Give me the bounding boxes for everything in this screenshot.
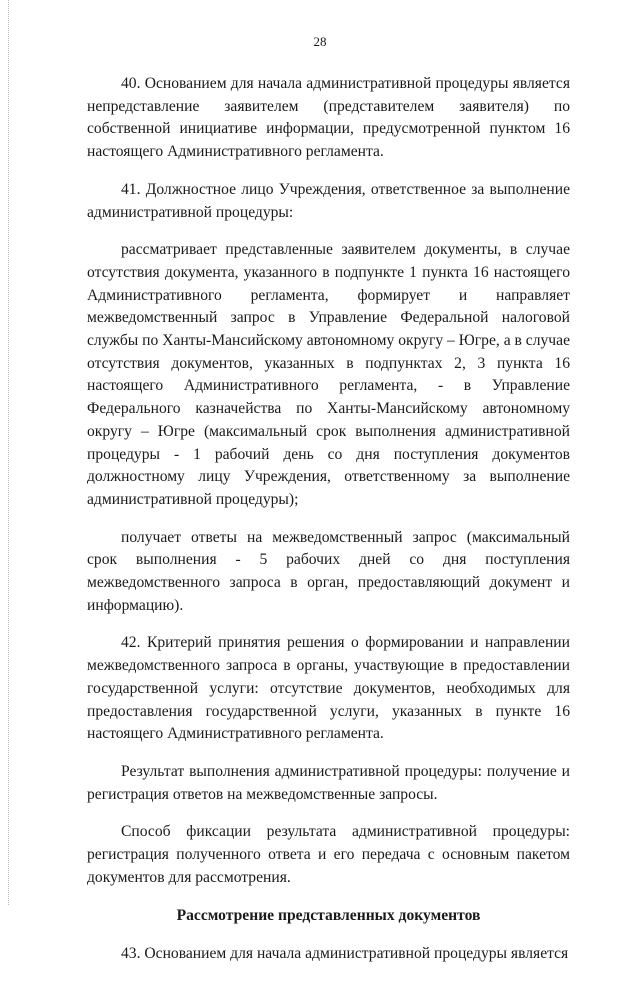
paragraph-41-item-2: получает ответы на межведомственный запрос (максимальный срок выполнения - 5 рабочих дней со дня поступления межведомственного запроса в орган, предоставляющий документ и информацию). [87, 528, 570, 614]
paragraph-fixation-method: Способ фиксации результата административной процедуры: регистрация полученного ответа и его передача с основным пакетом документов для рассмотрения. [87, 823, 570, 886]
paragraph-41: 41. Должностное лицо Учреждения, ответственное за выполнение административной процедуры: [87, 180, 570, 221]
document-body [87, 73, 570, 981]
paragraph-43: 43. Основанием для начала административной процедуры является [121, 945, 569, 963]
paragraph-result: Результат выполнения административной процедуры: получение и регистрация ответов на межведомственные запросы. [87, 762, 570, 803]
paragraph-42: 42. Критерий принятия решения о формировании и направлении межведомственного запроса в органы, участвующие в предоставлении государственной услуги: отсутствие документов, необходимых для предоставления государственной услуги, указанных в пункте 16 настоящего Административного регламента. [87, 634, 570, 743]
page-number: 28 [313, 34, 327, 49]
paragraph-40: 40. Основанием для начала административной процедуры является непредставление заявителем (представителем заявителя) по собственной инициативе информации, предусмотренной пунктом 16 настоящего Административного регламента. [87, 75, 570, 161]
section-heading: Рассмотрение представленных документов [176, 906, 481, 924]
page-edge-dotted-line [8, 0, 9, 905]
paragraph-41-item-1: рассматривает представленные заявителем документы, в случае отсутствия документа, указанного в подпункте 1 пункта 16 настоящего Административного регламента, формирует и направляет межведомственный запрос в Управление Федеральной налоговой службы по Ханты-Мансийскому автономному округу – Югре, а в случае отсутствия документов, указанных в подпунктах 2, 3 пункта 16 настоящего Административного регламента, - в Управление Федерального казначейства по Ханты-Мансийскому автономному округу – Югре (максимальный срок выполнения административной процедуры - 1 рабочий день со дня поступления документов должностному лицу Учреждения, ответственному за выполнение административной процедуры); [87, 241, 570, 508]
